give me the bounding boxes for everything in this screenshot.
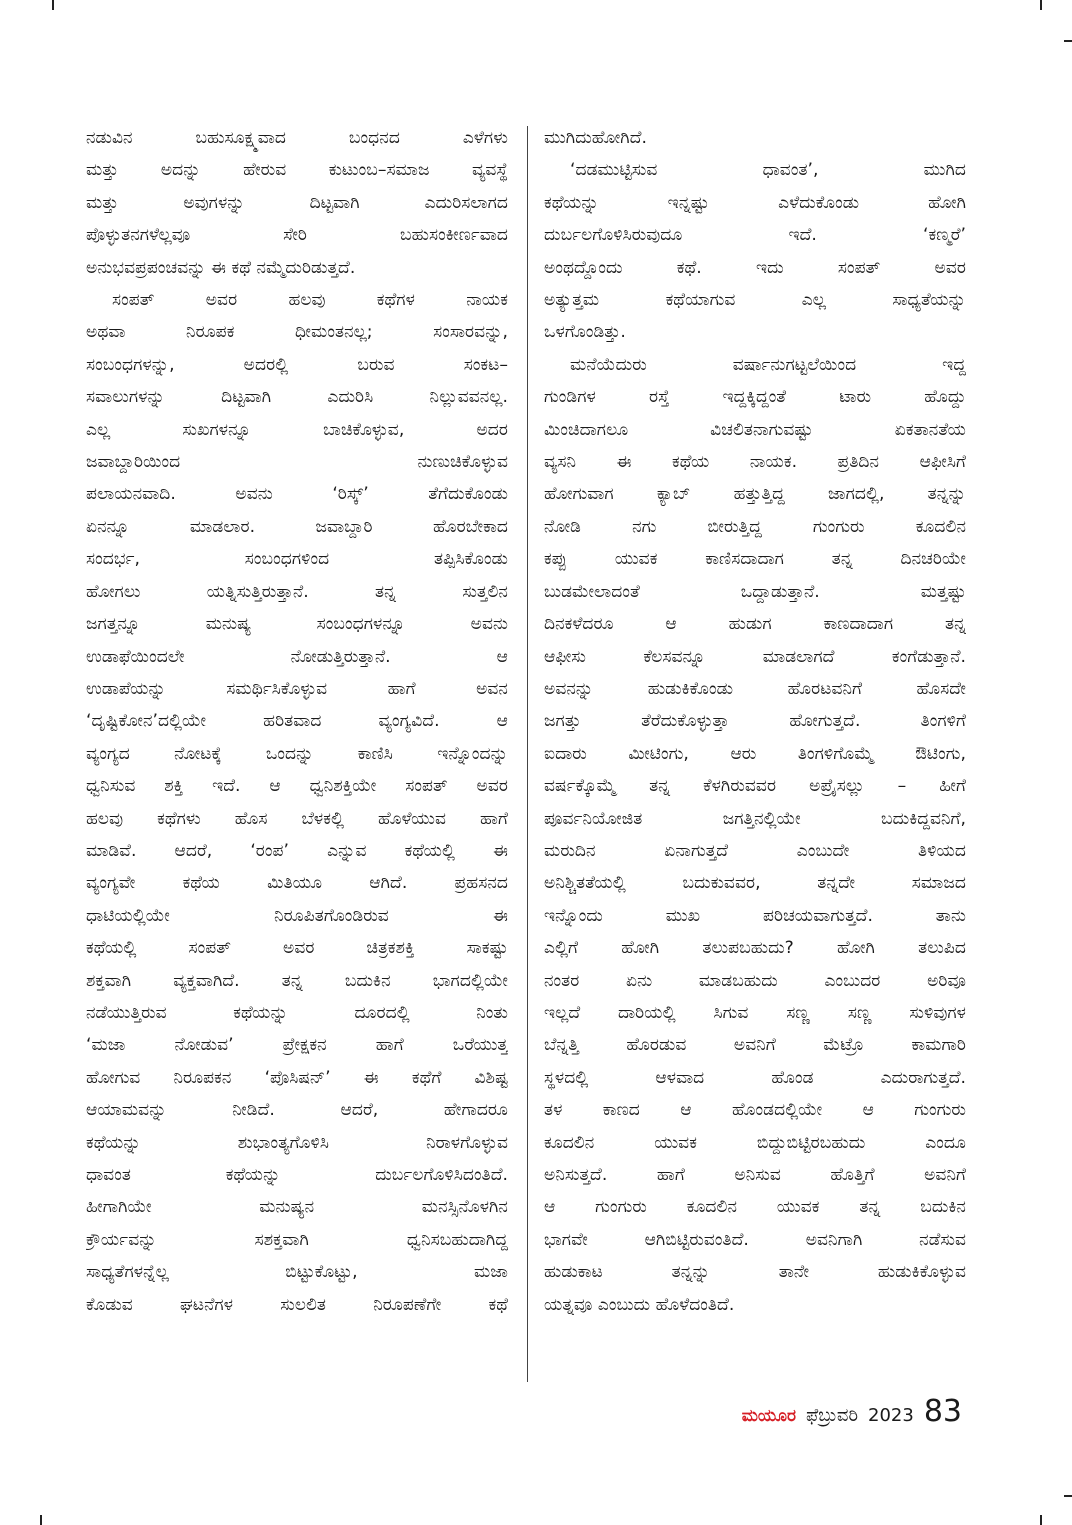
text-line: ನೋಡಿ ನಗು ಬೀರುತ್ತಿದ್ದ ಗುಂಗುರು ಕೂದಲಿನ	[544, 516, 966, 537]
text-line: ಮತ್ತು ಅದನ್ನು ಹೇರುವ ಕುಟುಂಬ–ಸಮಾಜ ವ್ಯವಸ್ಥೆ	[86, 160, 508, 181]
text-line: ಅಥವಾ ನಿರೂಪಕ ಧೀಮಂತನಲ್ಲ; ಸಂಸಾರವನ್ನು,	[86, 322, 508, 343]
text-line: ವ್ಯಂಗ್ಯವೇ ಕಥೆಯ ಮಿತಿಯೂ ಆಗಿದೆ. ಪ್ರಹಸನದ	[86, 873, 508, 894]
text-line: ಅಂಥದ್ದೊಂದು ಕಥೆ. ಇದು ಸಂಪತ್ ಅವರ	[544, 257, 966, 278]
text-line: ಮಿಂಚಿದಾಗಲೂ ವಿಚಲಿತನಾಗುವಷ್ಟು ಏಕತಾನತೆಯ	[544, 419, 966, 440]
text-line: ಜಗತ್ತನ್ನೂ ಮನುಷ್ಯ ಸಂಬಂಧಗಳನ್ನೂ ಅವನು	[86, 614, 508, 635]
text-line: ದುರ್ಬಲಗೊಳಿಸಿರುವುದೂ ಇದೆ. ‘ಕಣ್ಮರೆ’	[544, 225, 966, 246]
text-line: ಸಂಬಂಧಗಳನ್ನು, ಅದರಲ್ಲಿ ಬರುವ ಸಂಕಟ–	[86, 354, 508, 375]
issue-month: ಫೆಬ್ರುವರಿ	[805, 1405, 858, 1426]
text-line: ತಳ ಕಾಣದ ಆ ಹೊಂಡದಲ್ಲಿಯೇ ಆ ಗುಂಗುರು	[544, 1100, 966, 1121]
text-line: ಏನನ್ನೂ ಮಾಡಲಾರ. ಜವಾಬ್ದಾರಿ ಹೊರಬೇಕಾದ	[86, 516, 508, 537]
text-line: ಕ್ರೌರ್ಯವನ್ನು ಸಶಕ್ತವಾಗಿ ಧ್ವನಿಸಬಹುದಾಗಿದ್ದ	[86, 1229, 508, 1250]
text-line: ಹುಡುಕಾಟ ತನ್ನನ್ನು ತಾನೇ ಹುಡುಕಿಕೊಳ್ಳುವ	[544, 1262, 966, 1283]
magazine-logo: ಮಯೂರ	[741, 1406, 796, 1426]
text-line: ಇನ್ನೊಂದು ಮುಖ ಪರಿಚಯವಾಗುತ್ತದೆ. ತಾನು	[544, 905, 966, 926]
text-line: ‘ಮಜಾ ನೋಡುವ’ ಪ್ರೇಕ್ಷಕನ ಹಾಗೆ ಒರೆಯುತ್ತ	[86, 1035, 508, 1056]
text-line: ನಡುವಿನ ಬಹುಸೂಕ್ಷ್ಮವಾದ ಬಂಧನದ ಎಳೆಗಳು	[86, 128, 508, 148]
text-line: ಕೂದಲಿನ ಯುವಕ ಬಿದ್ದುಬಿಟ್ಟಿರಬಹುದು ಎಂದೂ	[544, 1132, 966, 1153]
text-line: ವ್ಯಂಗ್ಯದ ನೋಟಕ್ಕೆ ಒಂದನ್ನು ಕಾಣಿಸಿ ಇನ್ನೊಂದನ್ನು	[86, 743, 508, 764]
text-line: ಹೋಗುವ ನಿರೂಪಕನ ‘ಪೊಸಿಷನ್’ ಈ ಕಥೆಗೆ ವಿಶಿಷ್ಟ	[86, 1067, 508, 1088]
text-line: ಜವಾಬ್ದಾರಿಯಿಂದ ನುಣುಚಿಕೊಳ್ಳುವ	[86, 452, 508, 473]
text-line: ಅನುಭವಪ್ರಪಂಚವನ್ನು ಈ ಕಥೆ ನಮ್ಮೆದುರಿಡುತ್ತದೆ.	[86, 257, 356, 278]
text-line: ಹಲವು ಕಥೆಗಳು ಹೊಸ ಬೆಳಕಲ್ಲಿ ಹೊಳೆಯುವ ಹಾಗೆ	[86, 808, 508, 829]
text-line: ಯತ್ನವೂ ಎಂಬುದು ಹೊಳೆದಂತಿದೆ.	[544, 1294, 735, 1315]
text-line: ಅತ್ಯುತ್ತಮ ಕಥೆಯಾಗುವ ಎಲ್ಲ ಸಾಧ್ಯತೆಯನ್ನು	[544, 290, 966, 311]
crop-mark-bottom-right	[1040, 1515, 1042, 1525]
text-line: ನಡೆಯುತ್ತಿರುವ ಕಥೆಯನ್ನು ದೂರದಲ್ಲಿ ನಿಂತು	[86, 1002, 508, 1023]
text-line: ಧ್ವನಿಸುವ ಶಕ್ತಿ ಇದೆ. ಆ ಧ್ವನಿಶಕ್ತಿಯೇ ಸಂಪತ್ ಅವರ	[86, 776, 508, 797]
text-line: ಗುಂಡಿಗಳ ರಸ್ತೆ ಇದ್ದಕ್ಕಿದ್ದಂತೆ ಟಾರು ಹೊದ್ದು	[544, 387, 966, 408]
text-line: ಭಾಗವೇ ಆಗಿಬಿಟ್ಟಿರುವಂತಿದೆ. ಅವನಿಗಾಗಿ ನಡೆಸುವ	[544, 1229, 966, 1250]
text-line: ಬೆನ್ನತ್ತಿ ಹೊರಡುವ ಅವನಿಗೆ ಮೆಟ್ರೊ ಕಾಮಗಾರಿ	[544, 1035, 966, 1056]
crop-mark-bottom-left	[40, 1515, 42, 1525]
text-line: ಪೂರ್ವನಿಯೋಜಿತ ಜಗತ್ತಿನಲ್ಲಿಯೇ ಬದುಕಿದ್ದವನಿಗೆ,	[544, 808, 966, 829]
text-line: ಹೋಗಲು ಯತ್ನಿಸುತ್ತಿರುತ್ತಾನೆ. ತನ್ನ ಸುತ್ತಲಿನ	[86, 581, 508, 602]
text-line: ಮತ್ತು ಅವುಗಳನ್ನು ದಿಟ್ಟವಾಗಿ ಎದುರಿಸಲಾಗದ	[86, 192, 508, 213]
column-divider	[527, 126, 528, 1382]
text-line: ಧಾವಂತ ಕಥೆಯನ್ನು ದುರ್ಬಲಗೊಳಿಸಿದಂತಿದೆ.	[86, 1165, 508, 1185]
text-line: ಅನಿಸುತ್ತದೆ. ಹಾಗೆ ಅನಿಸುವ ಹೊತ್ತಿಗೆ ಅವನಿಗೆ	[544, 1165, 966, 1185]
text-line: ಕಪ್ಪು ಯುವಕ ಕಾಣಿಸದಾದಾಗ ತನ್ನ ದಿನಚರಿಯೇ	[544, 549, 966, 570]
text-line: ಆಫೀಸು ಕೆಲಸವನ್ನೂ ಮಾಡಲಾಗದೆ ಕಂಗೆಡುತ್ತಾನೆ.	[544, 646, 966, 667]
issue-year: 2023	[868, 1405, 914, 1426]
text-line: ಉಡಾಪೆಯನ್ನು ಸಮರ್ಥಿಸಿಕೊಳ್ಳುವ ಹಾಗೆ ಅವನ	[86, 678, 508, 699]
text-line: ಒಳಗೊಂಡಿತ್ತು.	[544, 322, 626, 343]
text-line: ಕಥೆಯಲ್ಲಿ ಸಂಪತ್ ಅವರ ಚಿತ್ರಕಶಕ್ತಿ ಸಾಕಷ್ಟು	[86, 938, 508, 959]
text-line: ಕಥೆಯನ್ನು ಶುಭಾಂತ್ಯಗೊಳಿಸಿ ನಿರಾಳಗೊಳ್ಳುವ	[86, 1132, 508, 1153]
text-line: ಕೊಡುವ ಘಟನೆಗಳ ಸುಲಲಿತ ನಿರೂಪಣೆಗೇ ಕಥೆ	[86, 1294, 508, 1315]
text-line: ಆಯಾಮವನ್ನು ನೀಡಿದೆ. ಆದರೆ, ಹೇಗಾದರೂ	[86, 1100, 508, 1121]
crop-mark-top-left	[52, 0, 54, 10]
page-footer	[742, 1394, 962, 1429]
text-line: ‘ದಡಮುಟ್ಟಿಸುವ ಧಾವಂತ’, ಮುಗಿದ	[570, 160, 966, 181]
text-line: ಮನೆಯೆದುರು ವರ್ಷಾನುಗಟ್ಟಲೆಯಿಂದ ಇದ್ದ	[570, 354, 966, 375]
text-line: ಜಗತ್ತು ತೆರೆದುಕೊಳ್ಳುತ್ತಾ ಹೋಗುತ್ತದೆ. ತಿಂಗಳಿಗೆ	[544, 711, 966, 732]
text-line: ನಂತರ ಏನು ಮಾಡಬಹುದು ಎಂಬುದರ ಅರಿವೂ	[544, 970, 966, 991]
text-line: ಸಂದರ್ಭ, ಸಂಬಂಧಗಳಿಂದ ತಪ್ಪಿಸಿಕೊಂಡು	[86, 549, 508, 570]
text-line: ಇಲ್ಲದೆ ದಾರಿಯಲ್ಲಿ ಸಿಗುವ ಸಣ್ಣ ಸಣ್ಣ ಸುಳಿವುಗಳ	[544, 1002, 966, 1023]
text-line: ಕಥೆಯನ್ನು ಇನ್ನಷ್ಟು ಎಳೆದುಕೊಂಡು ಹೋಗಿ	[544, 192, 966, 213]
crop-mark-right-lower	[1064, 1495, 1072, 1497]
text-line: ವರ್ಷಕ್ಕೊಮ್ಮೆ ತನ್ನ ಕೆಳಗಿರುವವರ ಅಪ್ರೈಸಲ್ಲು – ಹೀಗೆ	[544, 776, 966, 797]
text-line: ‘ದೃಷ್ಟಿಕೋನ’ದಲ್ಲಿಯೇ ಹರಿತವಾದ ವ್ಯಂಗ್ಯವಿದೆ. ಆ	[86, 711, 508, 732]
text-line: ಹೋಗುವಾಗ ಕ್ಯಾಬ್ ಹತ್ತುತ್ತಿದ್ದ ಜಾಗದಲ್ಲಿ, ತನ್ನನ್ನು	[544, 484, 966, 505]
text-line: ಸಾಧ್ಯತೆಗಳನ್ನೆಲ್ಲ ಬಿಟ್ಟುಕೊಟ್ಟು, ಮಜಾ	[86, 1262, 508, 1283]
crop-mark-top-right	[1040, 0, 1042, 10]
text-line: ಸಂಪತ್ ಅವರ ಹಲವು ಕಥೆಗಳ ನಾಯಕ	[112, 290, 508, 311]
text-line: ಮಾಡಿವೆ. ಆದರೆ, ‘ರಂಪ’ ಎನ್ನುವ ಕಥೆಯಲ್ಲಿ ಈ	[86, 840, 508, 861]
text-line: ಉಡಾಫೆಯಿಂದಲೇ ನೋಡುತ್ತಿರುತ್ತಾನೆ. ಆ	[86, 646, 508, 667]
text-line: ಅನಿಶ್ಚಿತತೆಯಲ್ಲಿ ಬದುಕುವವರ, ತನ್ನದೇ ಸಮಾಜದ	[544, 873, 966, 894]
text-line: ಆ ಗುಂಗುರು ಕೂದಲಿನ ಯುವಕ ತನ್ನ ಬದುಕಿನ	[544, 1197, 966, 1218]
text-line: ಎಲ್ಲ ಸುಖಗಳನ್ನೂ ಬಾಚಿಕೊಳ್ಳುವ, ಅದರ	[86, 419, 508, 440]
text-line: ಸವಾಲುಗಳನ್ನು ದಿಟ್ಟವಾಗಿ ಎದುರಿಸಿ ನಿಲ್ಲುವವನಲ್ಲ.	[86, 387, 508, 408]
text-line: ಶಕ್ತವಾಗಿ ವ್ಯಕ್ತವಾಗಿದೆ. ತನ್ನ ಬದುಕಿನ ಭಾಗದಲ್ಲಿಯೇ	[86, 970, 508, 991]
text-line: ವ್ಯಸನಿ ಈ ಕಥೆಯ ನಾಯಕ. ಪ್ರತಿದಿನ ಆಫೀಸಿಗೆ	[544, 452, 966, 473]
text-line: ಹೀಗಾಗಿಯೇ ಮನುಷ್ಯನ ಮನಸ್ಸಿನೊಳಗಿನ	[86, 1197, 508, 1218]
article-column-right	[544, 122, 966, 1321]
text-line: ಧಾಟಿಯಲ್ಲಿಯೇ ನಿರೂಪಿತಗೊಂಡಿರುವ ಈ	[86, 905, 508, 926]
page-number: 83	[923, 1394, 962, 1429]
text-line: ಮರುದಿನ ಏನಾಗುತ್ತದೆ ಎಂಬುದೇ ತಿಳಿಯದ	[544, 840, 966, 861]
text-line: ಎಲ್ಲಿಗೆ ಹೋಗಿ ತಲುಪಬಹುದು? ಹೋಗಿ ತಲುಪಿದ	[544, 938, 966, 959]
text-line: ಪೊಳ್ಳುತನಗಳೆಲ್ಲವೂ ಸೇರಿ ಬಹುಸಂಕೀರ್ಣವಾದ	[86, 225, 508, 246]
text-line: ಮುಗಿದುಹೋಗಿದೆ.	[544, 128, 647, 148]
text-line: ಬುಡಮೇಲಾದಂತೆ ಒದ್ದಾಡುತ್ತಾನೆ. ಮತ್ತಷ್ಟು	[544, 581, 966, 602]
crop-mark-right-upper	[1064, 40, 1072, 42]
article-column-left	[86, 122, 508, 1321]
text-line: ಪಲಾಯನವಾದಿ. ಅವನು ‘ರಿಸ್ಕ್’ ತೆಗೆದುಕೊಂಡು	[86, 484, 508, 505]
text-line: ಐದಾರು ಮೀಟಿಂಗು, ಆರು ತಿಂಗಳಿಗೊಮ್ಮೆ ಔಟಿಂಗು,	[544, 743, 966, 764]
text-line: ಅವನನ್ನು ಹುಡುಕಿಕೊಂಡು ಹೊರಟವನಿಗೆ ಹೊಸದೇ	[544, 678, 966, 699]
text-line: ಸ್ಥಳದಲ್ಲಿ ಆಳವಾದ ಹೊಂಡ ಎದುರಾಗುತ್ತದೆ.	[544, 1067, 966, 1088]
text-line: ದಿನಕಳೆದರೂ ಆ ಹುಡುಗ ಕಾಣದಾದಾಗ ತನ್ನ	[544, 614, 966, 635]
